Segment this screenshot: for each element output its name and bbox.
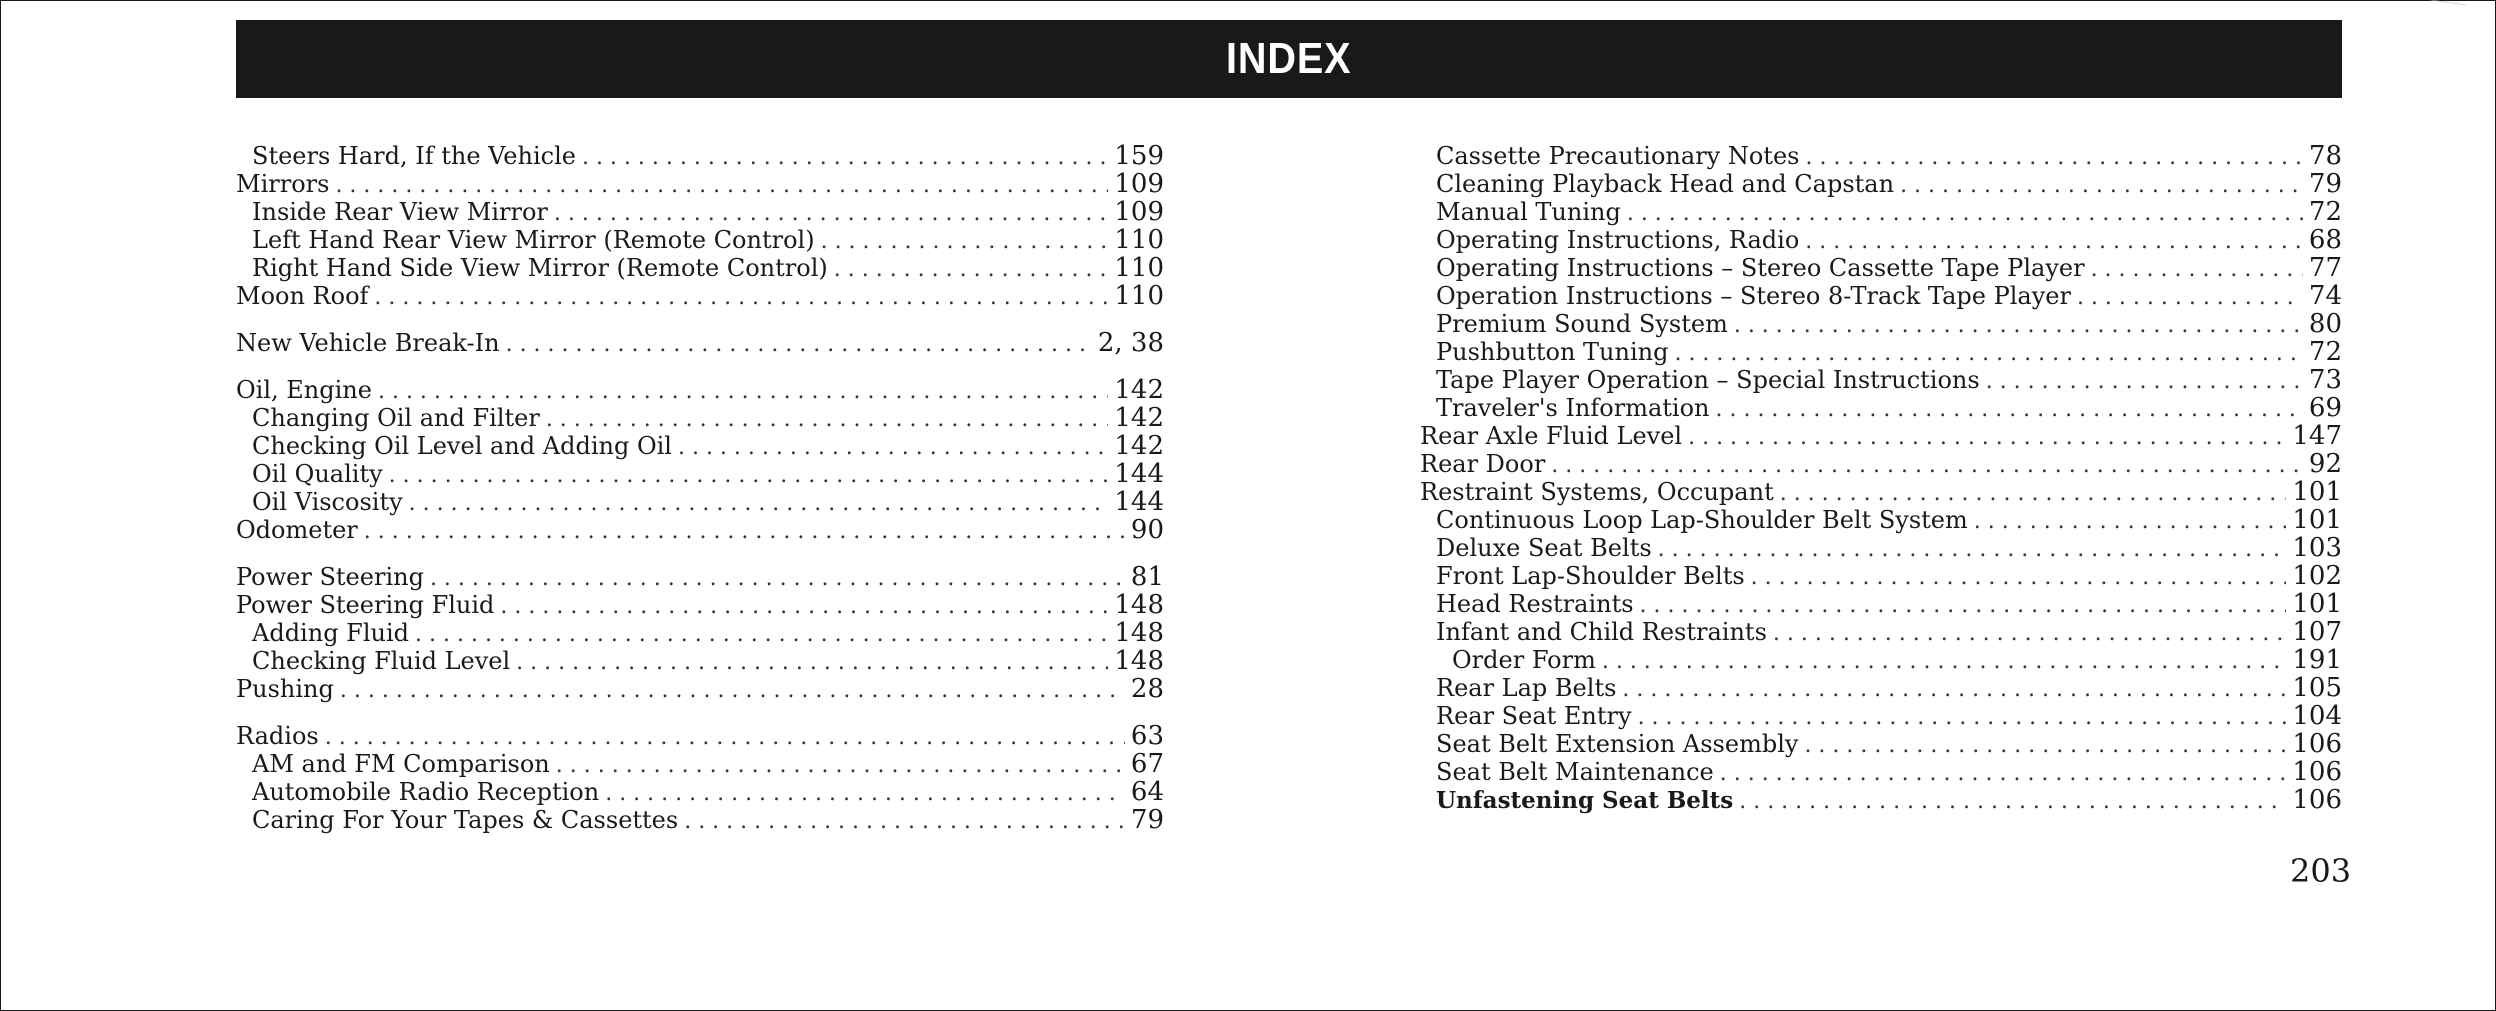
index-entry — [1420, 674, 2342, 702]
index-entry-label: Rear Lap Belts — [1436, 674, 1617, 702]
index-entry — [236, 619, 1164, 647]
index-entry — [236, 750, 1164, 778]
index-entry-label: Steers Hard, If the Vehicle — [252, 142, 576, 170]
index-column-left — [236, 142, 1164, 834]
index-entry-label: Automobile Radio Reception — [252, 778, 600, 806]
index-entry-label: Premium Sound System — [1436, 310, 1728, 338]
index-entry-label: Rear Door — [1420, 450, 1546, 478]
index-entry-label: Oil Quality — [252, 460, 383, 488]
dot-leader — [374, 284, 1108, 312]
dot-leader — [834, 256, 1109, 284]
dot-leader — [1627, 200, 2303, 228]
index-entry-page: 107 — [2292, 617, 2342, 647]
index-entry-page: 110 — [1114, 281, 1164, 311]
index-entry-page: 73 — [2308, 365, 2342, 395]
index-entry — [236, 226, 1164, 254]
index-entry-label: Cassette Precautionary Notes — [1436, 142, 1800, 170]
index-entry — [1420, 422, 2342, 450]
index-entry — [236, 432, 1164, 460]
dot-leader — [684, 808, 1125, 836]
index-entry-page: 101 — [2292, 505, 2342, 535]
index-entry-label: Changing Oil and Filter — [252, 404, 540, 432]
index-entry-page: 68 — [2308, 225, 2342, 255]
index-entry — [1420, 170, 2342, 198]
index-entry-page: 142 — [1114, 375, 1164, 405]
index-entry-label: Pushbutton Tuning — [1436, 338, 1669, 366]
dot-leader — [415, 621, 1108, 649]
dot-leader — [1751, 564, 2287, 592]
index-entry-label: Left Hand Rear View Mirror (Remote Control) — [252, 226, 815, 254]
index-entry-page: 148 — [1114, 618, 1164, 648]
index-entry-page: 28 — [1130, 674, 1164, 704]
dot-leader — [1773, 620, 2286, 648]
dot-leader — [556, 752, 1125, 780]
index-entry-page: 101 — [2292, 477, 2342, 507]
index-entry — [236, 329, 1164, 357]
index-entry-label: AM and FM Comparison — [252, 750, 550, 778]
dot-leader — [1805, 144, 2302, 172]
dot-leader — [582, 144, 1108, 172]
index-entry-page: 105 — [2292, 673, 2342, 703]
index-entry — [1420, 618, 2342, 646]
dot-leader — [389, 462, 1109, 490]
dot-leader — [2077, 284, 2303, 312]
index-entry-label: Right Hand Side View Mirror (Remote Control) — [252, 254, 828, 282]
index-entry-page: 106 — [2292, 785, 2342, 815]
index-entry — [1420, 254, 2342, 282]
index-entry-label: Power Steering — [236, 563, 424, 591]
index-entry-page: 110 — [1114, 225, 1164, 255]
index-entry-page: 64 — [1130, 777, 1164, 807]
index-entry-label: Front Lap-Shoulder Belts — [1436, 562, 1745, 590]
index-entry-page: 102 — [2292, 561, 2342, 591]
index-entry-label: Head Restraints — [1436, 590, 1634, 618]
dot-leader — [409, 490, 1109, 518]
dot-leader — [1551, 452, 2303, 480]
index-entry — [236, 142, 1164, 170]
dot-leader — [516, 649, 1108, 677]
index-entry — [236, 806, 1164, 834]
index-entry-page: 142 — [1114, 431, 1164, 461]
index-entry — [236, 198, 1164, 226]
index-entry-label: Power Steering Fluid — [236, 591, 495, 619]
index-entry-page: 103 — [2292, 533, 2342, 563]
index-entry-page: 2, 38 — [1097, 328, 1164, 358]
index-entry-label: Continuous Loop Lap-Shoulder Belt System — [1436, 506, 1968, 534]
index-entry-page: 72 — [2308, 337, 2342, 367]
index-entry-page: 79 — [1130, 805, 1164, 835]
index-entry-label: Odometer — [236, 516, 358, 544]
index-entry-page: 159 — [1114, 141, 1164, 171]
index-entry-page: 144 — [1114, 487, 1164, 517]
index-entry-page: 142 — [1114, 403, 1164, 433]
index-entry — [236, 563, 1164, 591]
index-entry-page: 90 — [1130, 515, 1164, 545]
index-entry-label: Checking Fluid Level — [252, 647, 511, 675]
index-entry — [236, 778, 1164, 806]
index-entry — [1420, 282, 2342, 310]
dot-leader — [1715, 396, 2302, 424]
index-entry-page: 109 — [1114, 169, 1164, 199]
index-entry-page: 67 — [1130, 749, 1164, 779]
index-entry-page: 80 — [2308, 309, 2342, 339]
index-entry-page: 148 — [1114, 590, 1164, 620]
index-entry-page: 148 — [1114, 646, 1164, 676]
index-entry — [236, 404, 1164, 432]
index-entry — [1420, 646, 2342, 674]
dot-leader — [340, 677, 1125, 705]
index-entry — [236, 376, 1164, 404]
index-entry-page: 191 — [2292, 645, 2342, 675]
index-entry-page: 63 — [1130, 721, 1164, 751]
index-entry-label: Rear Axle Fluid Level — [1420, 422, 1683, 450]
index-header-banner — [236, 20, 2342, 98]
dot-leader — [1602, 648, 2287, 676]
dot-leader — [430, 565, 1125, 593]
index-entry — [1420, 450, 2342, 478]
index-entry — [236, 675, 1164, 703]
index-entry-page: 79 — [2308, 169, 2342, 199]
dot-leader — [364, 518, 1125, 546]
dot-leader — [335, 172, 1108, 200]
index-entry-page: 69 — [2308, 393, 2342, 423]
dot-leader — [1622, 676, 2286, 704]
index-entry — [1420, 198, 2342, 226]
index-entry — [236, 647, 1164, 675]
index-entry-page: 106 — [2292, 757, 2342, 787]
index-entry-label: Operating Instructions – Stereo Cassette Tape Player — [1436, 254, 2085, 282]
index-entry — [236, 254, 1164, 282]
index-entry-page: 109 — [1114, 197, 1164, 227]
index-entry-label: Manual Tuning — [1436, 198, 1621, 226]
dot-leader — [821, 228, 1109, 256]
index-entry — [1420, 758, 2342, 786]
page-number: 203 — [2290, 852, 2352, 890]
index-entry — [1420, 142, 2342, 170]
index-entry-label: Cleaning Playback Head and Capstan — [1436, 170, 1895, 198]
index-entry-label: Checking Oil Level and Adding Oil — [252, 432, 672, 460]
index-entry-label: Oil, Engine — [236, 376, 372, 404]
index-entry — [236, 722, 1164, 750]
index-entry-label: Inside Rear View Mirror — [252, 198, 548, 226]
index-entry-label: Tape Player Operation – Special Instructions — [1436, 366, 1980, 394]
index-entry-label: Mirrors — [236, 170, 330, 198]
index-entry-page: 74 — [2308, 281, 2342, 311]
dot-leader — [1780, 480, 2287, 508]
index-entry — [1420, 590, 2342, 618]
index-entry-label: Caring For Your Tapes & Cassettes — [252, 806, 679, 834]
index-entry-label: Radios — [236, 722, 319, 750]
dot-leader — [1640, 592, 2287, 620]
dot-leader — [506, 331, 1092, 359]
index-entry — [1420, 534, 2342, 562]
index-entry — [1420, 562, 2342, 590]
dot-leader — [546, 406, 1109, 434]
dot-leader — [500, 593, 1108, 621]
index-entry-label: Traveler's Information — [1436, 394, 1710, 422]
index-entry-page: 110 — [1114, 253, 1164, 283]
index-entry — [1420, 394, 2342, 422]
index-entry-label: Seat Belt Extension Assembly — [1436, 730, 1799, 758]
index-entry-label: Oil Viscosity — [252, 488, 403, 516]
index-entry-label: Rear Seat Entry — [1436, 702, 1632, 730]
index-entry-page: 104 — [2292, 701, 2342, 731]
index-entry-page: 81 — [1130, 562, 1164, 592]
index-column-right — [1420, 142, 2342, 814]
index-entry — [1420, 310, 2342, 338]
index-entry-label: New Vehicle Break-In — [236, 329, 500, 357]
dot-leader — [678, 434, 1108, 462]
index-entry — [1420, 226, 2342, 254]
dot-leader — [1739, 788, 2286, 816]
dot-leader — [554, 200, 1108, 228]
dot-leader — [1674, 340, 2302, 368]
index-entry — [236, 170, 1164, 198]
index-entry-label: Adding Fluid — [252, 619, 410, 647]
index-entry-label: Infant and Child Restraints — [1436, 618, 1767, 646]
index-entry-label: Deluxe Seat Belts — [1436, 534, 1652, 562]
index-entry-label: Unfastening Seat Belts — [1436, 787, 1734, 814]
dot-leader — [1804, 732, 2286, 760]
index-entry — [1420, 338, 2342, 366]
dot-leader — [605, 780, 1125, 808]
index-entry-page: 101 — [2292, 589, 2342, 619]
index-entry — [1420, 786, 2342, 814]
dot-leader — [1986, 368, 2303, 396]
index-entry — [236, 488, 1164, 516]
index-entry — [1420, 730, 2342, 758]
dot-leader — [1734, 312, 2303, 340]
dot-leader — [1974, 508, 2287, 536]
dot-leader — [2091, 256, 2303, 284]
index-entry-label: Seat Belt Maintenance — [1436, 758, 1714, 786]
index-entry — [1420, 478, 2342, 506]
dot-leader — [378, 378, 1108, 406]
index-entry-page: 72 — [2308, 197, 2342, 227]
dot-leader — [1805, 228, 2303, 256]
index-entry — [236, 516, 1164, 544]
index-entry — [1420, 506, 2342, 534]
index-entry-label: Order Form — [1452, 646, 1596, 674]
index-entry-label: Pushing — [236, 675, 334, 703]
index-entry-page: 147 — [2292, 421, 2342, 451]
dot-leader — [325, 724, 1125, 752]
index-entry-label: Moon Roof — [236, 282, 369, 310]
index-entry — [1420, 366, 2342, 394]
dot-leader — [1658, 536, 2287, 564]
index-entry — [236, 282, 1164, 310]
page-title: INDEX — [1226, 34, 1352, 83]
dot-leader — [1720, 760, 2287, 788]
index-entry-page: 77 — [2308, 253, 2342, 283]
index-entry — [236, 460, 1164, 488]
dot-leader — [1638, 704, 2287, 732]
index-entry-page: 106 — [2292, 729, 2342, 759]
index-entry — [236, 591, 1164, 619]
index-entry — [1420, 702, 2342, 730]
index-entry-label: Restraint Systems, Occupant — [1420, 478, 1774, 506]
index-entry-page: 78 — [2308, 141, 2342, 171]
dot-leader — [1688, 424, 2286, 452]
index-entry-page: 92 — [2308, 449, 2342, 479]
index-entry-page: 144 — [1114, 459, 1164, 489]
index-entry-label: Operating Instructions, Radio — [1436, 226, 1800, 254]
index-entry-label: Operation Instructions – Stereo 8-Track Tape Player — [1436, 282, 2071, 310]
dot-leader — [1900, 172, 2303, 200]
